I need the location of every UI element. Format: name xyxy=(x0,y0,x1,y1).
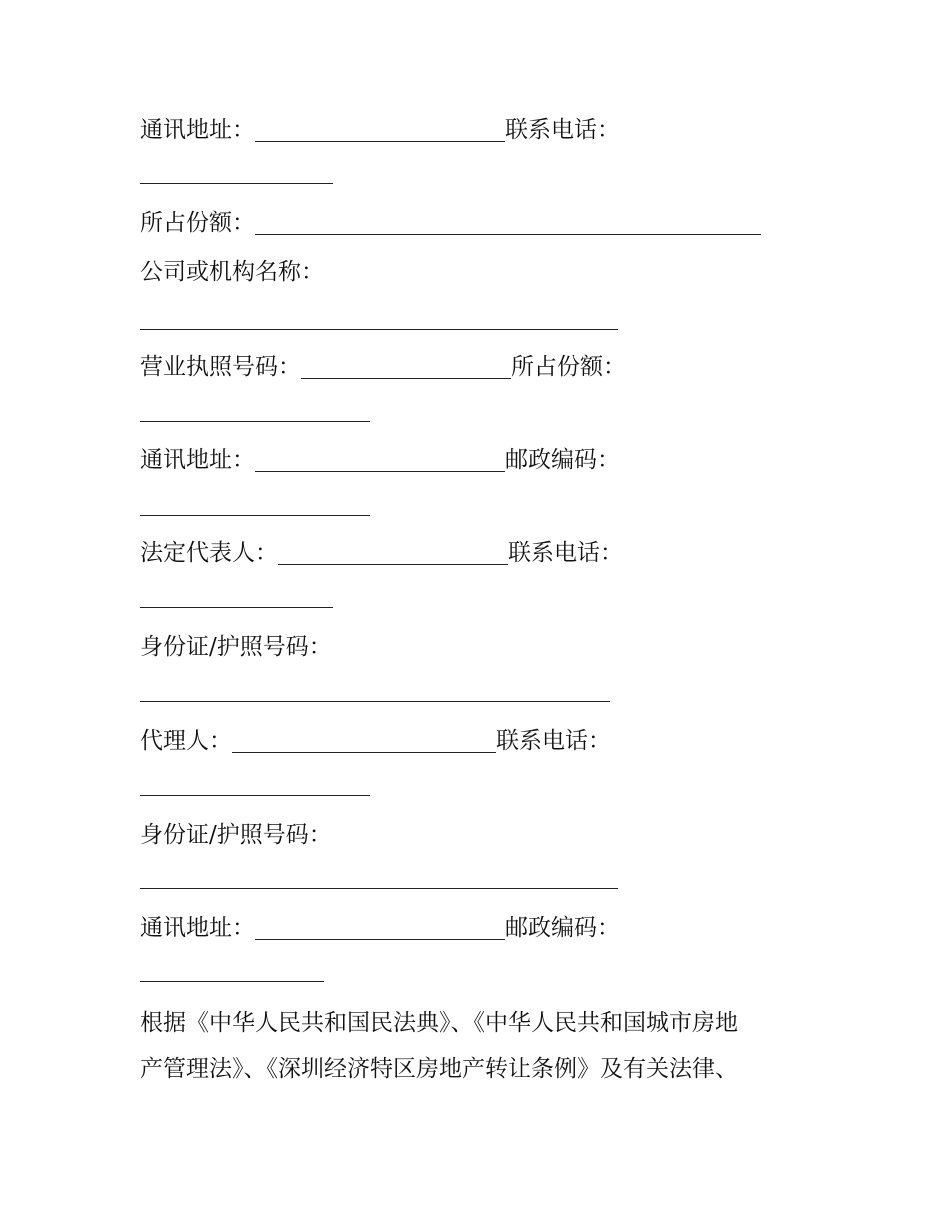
body-line-1: 根据《中华人民共和国民法典》、《中华人民共和国城市房地 xyxy=(140,1010,738,1036)
address-blank[interactable] xyxy=(255,117,505,142)
field-label-postcode-2: 邮政编码： xyxy=(505,915,620,941)
agent-blank[interactable] xyxy=(232,728,496,753)
form-row-agent-phone xyxy=(140,726,611,756)
body-line-2: 产管理法》、《深圳经济特区房地产转让条例》及有关法律、 xyxy=(140,1056,738,1082)
company-name-blank[interactable] xyxy=(140,328,618,330)
phone-3-blank[interactable] xyxy=(140,794,370,796)
form-row-address-postcode xyxy=(140,445,620,475)
postcode-blank[interactable] xyxy=(140,514,370,516)
form-row-license-share xyxy=(140,352,626,382)
address-3-blank[interactable] xyxy=(255,915,505,940)
field-label-agent: 代理人： xyxy=(140,728,232,754)
field-label-address-2: 通讯地址： xyxy=(140,447,255,473)
share-blank[interactable] xyxy=(255,210,761,235)
field-label-phone-3: 联系电话： xyxy=(496,728,611,754)
field-label-postcode: 邮政编码： xyxy=(505,447,620,473)
id-passport-2-blank[interactable] xyxy=(140,887,618,889)
id-passport-blank[interactable] xyxy=(140,700,610,702)
form-row-id-passport xyxy=(140,632,332,662)
legal-rep-blank[interactable] xyxy=(278,540,508,565)
form-row-id-passport-2 xyxy=(140,820,332,850)
field-label-address-3: 通讯地址： xyxy=(140,915,255,941)
body-paragraph xyxy=(140,1000,830,1092)
share-2-blank[interactable] xyxy=(140,420,370,422)
address-2-blank[interactable] xyxy=(255,447,505,472)
license-blank[interactable] xyxy=(301,354,511,379)
field-label-phone-2: 联系电话： xyxy=(508,540,623,566)
field-label-address: 通讯地址： xyxy=(140,117,255,143)
field-label-share: 所占份额： xyxy=(140,210,255,236)
form-row-address-postcode-2 xyxy=(140,913,620,943)
field-label-id-passport-2: 身份证/护照号码： xyxy=(140,822,332,848)
field-label-share-2: 所占份额： xyxy=(511,354,626,380)
form-row-address-phone xyxy=(140,115,620,145)
form-row-share xyxy=(140,208,761,238)
phone-2-blank[interactable] xyxy=(140,606,333,608)
field-label-legal-rep: 法定代表人： xyxy=(140,540,278,566)
field-label-company-name: 公司或机构名称： xyxy=(140,259,324,285)
field-label-license: 营业执照号码： xyxy=(140,354,301,380)
phone-blank[interactable] xyxy=(140,182,333,184)
field-label-id-passport: 身份证/护照号码： xyxy=(140,634,332,660)
form-row-legal-rep-phone xyxy=(140,538,623,568)
form-row-company-name xyxy=(140,257,324,287)
field-label-phone: 联系电话： xyxy=(505,117,620,143)
postcode-2-blank[interactable] xyxy=(140,980,324,982)
